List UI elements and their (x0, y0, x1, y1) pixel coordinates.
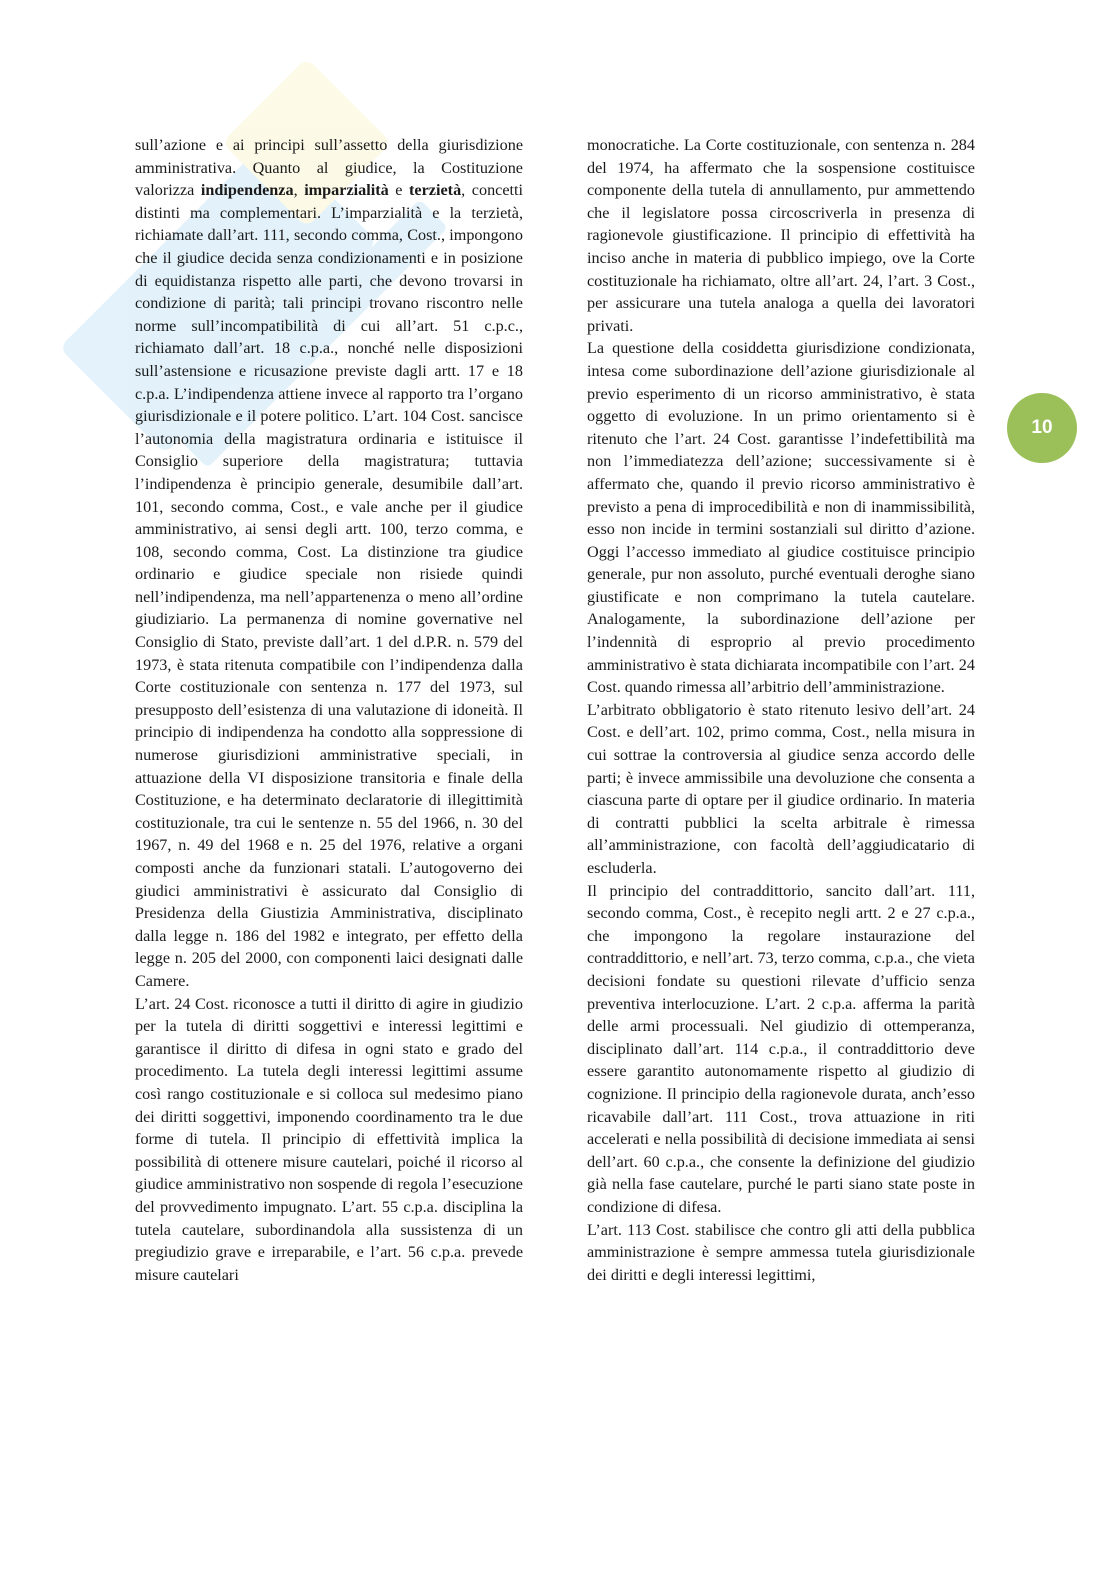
left-text-column (135, 134, 523, 1286)
right-paragraph-3: L’arbitrato obbligatorio è stato ritenuto lesivo dell’art. 24 Cost. e dell’art. 102, primo comma, Cost., nella misura in cui sottrae la controversia al giudice senza accordo delle parti; è invece ammissibile una devoluzione che consenta a ciascuna parte di optare per il giudice ordinario. In materia di contratti pubblici la scelta arbitrale è rimessa all’amministrazione, con facoltà dell’aggiudicatario di escluderla. (587, 700, 975, 877)
right-paragraph-2: La questione della cosiddetta giurisdizione condizionata, intesa come subordinazione dell’azione giurisdizionale al previo esperimento di un ricorso amministrativo, è stata oggetto di evoluzione. In un primo orientamento si è ritenuto che l’art. 24 Cost. garantisse l’indefettibilità ma non l’immediatezza dell’azione; successivamente si è affermato che, quando il previo ricorso amministrativo è previsto a pena di improcedibilità e non di inammissibilità, esso non incide in termini sostanziali sul diritto d’azione. Oggi l’accesso immediato al giudice costituisce principio generale, pur non assoluto, purché eventuali deroghe siano giustificate e non comprimano la tutela cautelare. Analogamente, la subordinazione dell’azione per l’indennità di esproprio al previo procedimento amministrativo è stata dichiarata incompatibile con l’art. 24 Cost. quando rimessa all’arbitrio dell’amministrazione. (587, 339, 975, 697)
left-paragraph-1 (135, 134, 523, 993)
page-number-badge: 10 (1007, 393, 1077, 463)
right-text-column (587, 134, 975, 1286)
text-run: e (388, 181, 410, 200)
bold-term-imparzialita: imparzialità (304, 181, 389, 200)
right-paragraph-1: monocratiche. La Corte costituzionale, con sentenza n. 284 del 1974, ha affermato che la sospensione costituisce componente della tutela di annullamento, pur ammettendo che il legislatore possa circoscriverla in presenza di ragionevole giustificazione. Il principio di effettività ha inciso anche in materia di pubblico impiego, ove la Corte costituzionale ha richiamato, oltre all’art. 24, l’art. 3 Cost., per assicurare una tutela analoga a quella dei lavoratori privati. (587, 136, 975, 335)
right-paragraph-4: Il principio del contraddittorio, sancito dall’art. 111, secondo comma, Cost., è recepito negli artt. 2 e 27 c.p.a., che impongono la regolare instaurazione del contraddittorio, e nell’art. 73, terzo comma, c.p.a., che vieta decisioni fondate su questioni rilevate d’ufficio senza preventiva interlocuzione. L’art. 2 c.p.a. afferma la parità delle armi processuali. Nel giudizio di ottemperanza, disciplinato dall’art. 114 c.p.a., il contraddittorio deve essere garantito autonomamente rispetto al giudizio di cognizione. Il principio della ragionevole durata, anch’esso ricavabile dall’art. 111 Cost., trova attuazione in riti accelerati e nella possibilità di decisione immediata ai sensi dell’art. 60 c.p.a., che consente la definizione del giudizio già nella fase cautelare, purché le parti siano state poste in condizione di difesa. (587, 881, 975, 1216)
text-run: , concetti distinti ma complementari. L’imparzialità e la terzietà, richiamate dall’art. 111, secondo comma, Cost., impongono che il giudice decida senza condizionamenti e in posizione di equidistanza rispetto alle parti, che devono trovarsi in condizione di parità; tali principi trovano riscontro nelle norme sull’incompatibilità di cui all’art. 51 c.p.c., richiamato dall’art. 18 c.p.a., nonché nelle disposizioni sull’astensione e ricusazione previste dagli artt. 17 e 18 c.p.a. L’indipendenza attiene invece al rapporto tra l’organo giurisdizionale e il potere politico. L’art. 104 Cost. sancisce l’autonomia della magistratura ordinaria e istituisce il Consiglio superiore della magistratura; tuttavia l’indipendenza è principio generale, desumibile dall’art. 101, secondo comma, Cost., e vale anche per il giudice amministrativo, ai sensi degli artt. 100, terzo comma, e 108, secondo comma, Cost. La distinzione tra giudice ordinario e giudice speciale non risiede quindi nell’indipendenza, ma nell’appartenenza o meno all’ordine giudiziario. La permanenza di nomine governative nel Consiglio di Stato, previste dall’art. 1 del d.P.R. n. 579 del 1973, è stata ritenuta compatibile con l’indipendenza dalla Corte costituzionale con sentenza n. 177 del 1973, sul presupposto dell’esistenza di una valutazione di idoneità. Il principio di indipendenza ha condotto alla soppressione di numerose giurisdizioni amministrative speciali, in attuazione della VI disposizione transitoria e finale della Costituzione, e ha determinato declaratorie di illegittimità costituzionale, tra cui le sentenze n. 55 del 1966, n. 30 del 1967, n. 49 del 1968 e n. 25 del 1976, relative a organi composti anche da funzionari statali. L’autogoverno dei giudici amministrativi è assicurato dal Consiglio di Presidenza della Giustizia Amministrativa, disciplinato dalla legge n. 186 del 1982 e integrato, per effetto della legge n. 205 del 2000, con componenti laici designati dalle Camere. (135, 181, 524, 990)
right-paragraph-5: L’art. 113 Cost. stabilisce che contro gli atti della pubblica amministrazione è sempre ammessa tutela giurisdizionale dei diritti e degli interessi legittimi, (587, 1220, 975, 1284)
bold-term-indipendenza: indipendenza (200, 181, 294, 200)
text-run: sull’azione e ai principi sull’assetto della giurisdizione amministrativa. Quanto al giudice, la Costituzione valorizza (135, 136, 523, 200)
text-run: , (293, 181, 305, 200)
left-paragraph-2: L’art. 24 Cost. riconosce a tutti il diritto di agire in giudizio per la tutela di diritti soggettivi e interessi legittimi e garantisce il diritto di difesa in ogni stato e grado del procedimento. La tutela degli interessi legittimi assume così rango costituzionale e si colloca sul medesimo piano dei diritti soggettivi, imponendo coordinamento tra le due forme di tutela. Il principio di effettività implica la possibilità di ottenere misure cautelari, poiché il ricorso al giudice amministrativo non sospende di regola l’esecuzione del provvedimento impugnato. L’art. 55 c.p.a. disciplina la tutela cautelare, subordinandola alla sussistenza di un pregiudizio grave e irreparabile, e l’art. 56 c.p.a. prevede misure cautelari (135, 994, 523, 1284)
bold-term-terzieta: terzietà (409, 181, 462, 200)
